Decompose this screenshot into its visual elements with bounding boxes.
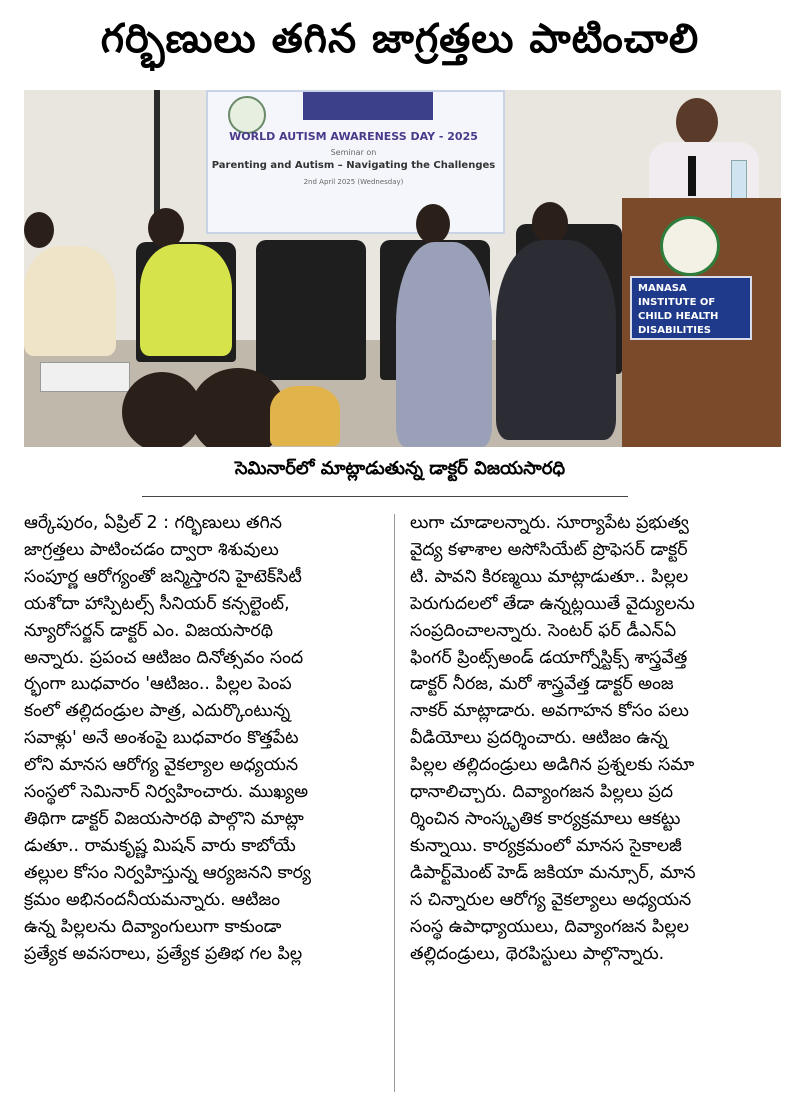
article-line: డిపార్ట్‌మెంట్ హెడ్ జకియా మన్సూర్, మాన: [410, 862, 696, 883]
article-column-right: [410, 510, 780, 967]
article-line: జాగ్రత్తలు పాటించడం ద్వారా శిశువులు: [24, 539, 279, 560]
article-line: సవాళ్లు' అనే అంశంపై బుధవారం కొత్తపేట: [24, 728, 299, 749]
article-line: తల్లుల కోసం నిర్వహిస్తున్న ఆర్యజనని కార్య: [24, 862, 311, 883]
banner-theme: Parenting and Autism – Navigating the Challenges: [211, 160, 496, 171]
article-line: స చిన్నారుల ఆరోగ్య వైకల్యాలు అధ్యయన: [410, 889, 692, 910]
panelist-2: [140, 244, 232, 356]
panelist-3-head: [416, 204, 450, 244]
article-line: పిల్లల తల్లిదండ్రులు అడిగిన ప్రశ్నలకు సమా: [410, 755, 695, 776]
article-line: సంప్రదించాలన్నారు. సెంటర్ ఫర్ డీఎన్‌ఏ: [410, 620, 677, 641]
headline: గర్భిణులు తగిన జాగ్రత్తలు పాటించాలి: [100, 16, 700, 62]
podium-sign: [630, 276, 752, 340]
article-line: కున్నాయి. కార్యక్రమంలో మానస సైకాలజీ: [410, 835, 682, 856]
article-line: సంస్థ ఉపాధ్యాయులు, దివ్యాంగజన పిల్లల: [410, 916, 689, 937]
article-line: తల్లిదండ్రులు, థెరపిస్టులు పాల్గొన్నారు.: [410, 943, 665, 964]
podium-logo-icon: [660, 216, 720, 276]
article-line: ధానాలిచ్చారు. దివ్యాంగజన పిల్లలు ప్రద: [410, 782, 674, 803]
podium: [622, 198, 781, 447]
article-line: తిథిగా డాక్టర్ విజయసారథి పాల్గొని మాట్లా: [24, 808, 304, 829]
news-photo: [24, 90, 781, 447]
article-line: ఉన్న పిల్లలను దివ్యాంగులుగా కాకుండా: [24, 916, 282, 937]
column-divider: [394, 514, 395, 1092]
podium-sign-line: CHILD HEALTH: [638, 311, 719, 322]
podium-sign-line: DISABILITIES: [638, 325, 711, 336]
banner-date: 2nd April 2025 (Wednesday): [303, 178, 404, 186]
article-line: క్రమం అభినందనీయమన్నారు. ఆటిజం: [24, 889, 281, 910]
panelist-1: [24, 246, 116, 356]
article-line: అన్నారు. ప్రపంచ ఆటిజం దినోత్సవం సంద: [24, 647, 304, 668]
banner-header-strip: [303, 92, 433, 120]
article-line: డాక్టర్ నీరజ, మరో శాస్త్రవేత్త డాక్టర్ అంజ: [410, 674, 674, 695]
article-line: ర్భంగా బుధవారం 'ఆటిజం.. పిల్లల పెంప: [24, 674, 292, 695]
podium-sign-line: MANASA: [638, 283, 687, 294]
panelist-1-head: [24, 212, 54, 248]
article-line: ఫింగర్ ప్రింట్స్‌అండ్ డయాగ్నోస్టిక్స్ శాస్త్రవేత్త: [410, 647, 688, 668]
banner-subtitle: Seminar on: [330, 148, 377, 157]
article-line: కంలో తల్లిదండ్రుల పాత్ర, ఎదుర్కొంటున్న: [24, 701, 291, 722]
banner-logo-icon: [228, 96, 266, 134]
article-line: లుగా చూడాలన్నారు. సూర్యాపేట ప్రభుత్వ: [410, 513, 689, 533]
article-line: వీడియోలు ప్రదర్శించారు. ఆటిజం ఉన్న: [410, 728, 668, 749]
panelist-4-head: [532, 202, 568, 244]
article-line: సంస్థలో సెమినార్ నిర్వహించారు. ముఖ్యఅ: [24, 782, 309, 803]
article-line: లోని మానస ఆరోగ్య వైకల్యాల అధ్యయన: [24, 755, 299, 776]
water-bottle: [731, 160, 747, 200]
banner-title: WORLD AUTISM AWARENESS DAY - 2025: [229, 130, 478, 143]
event-banner: [206, 90, 505, 234]
article-line: ప్రత్యేక అవసరాలు, ప్రత్యేక ప్రతిభ గల పిల్ల: [24, 943, 303, 964]
projector: [40, 362, 130, 392]
article-line: న్యూరోసర్జన్ డాక్టర్ ఎం. విజయసారథి: [24, 620, 273, 641]
article-line: డుతూ.. రామకృష్ణ మిషన్ వారు కాబోయే: [24, 835, 296, 856]
panelist-2-head: [148, 208, 184, 248]
article-line: వైద్య కళాశాల అసోసియేట్ ప్రొఫెసర్ డాక్టర్: [410, 539, 688, 560]
podium-sign-line: INSTITUTE OF: [638, 297, 716, 308]
article-line: ర్శించిన సాంస్కృతిక కార్యక్రమాలు ఆకట్టు: [410, 808, 681, 829]
article-column-left: [24, 510, 394, 967]
article-line: యశోదా హాస్పిటల్స్ సీనియర్ కన్సల్టెంట్,: [24, 593, 290, 614]
photo-caption: సెమినార్‌లో మాట్లాడుతున్న డాక్టర్ విజయసారధి: [234, 458, 566, 479]
audience-member: [270, 386, 340, 446]
article-line: నాకర్ మాట్లాడారు. అవగాహన కోసం పలు: [410, 701, 689, 722]
microphone-icon: [688, 156, 696, 196]
article-line: పెరుగుదలలో తేడా ఉన్నట్లయితే వైద్యులను: [410, 593, 695, 614]
article-line: టి. పావని కిరణ్మయి మాట్లాడుతూ.. పిల్లల: [410, 566, 689, 587]
article-line: సంపూర్ణ ఆరోగ్యంతో జన్మిస్తారని హైటెక్‌సిటీ: [24, 566, 302, 587]
chair-empty: [256, 240, 366, 380]
panelist-3: [396, 242, 492, 447]
speaker-head: [676, 98, 718, 146]
panelist-4: [496, 240, 616, 440]
caption-divider: [142, 496, 628, 497]
article-line: ఆర్కేపురం, ఏప్రిల్ 2 : గర్భిణులు తగిన: [24, 513, 282, 533]
